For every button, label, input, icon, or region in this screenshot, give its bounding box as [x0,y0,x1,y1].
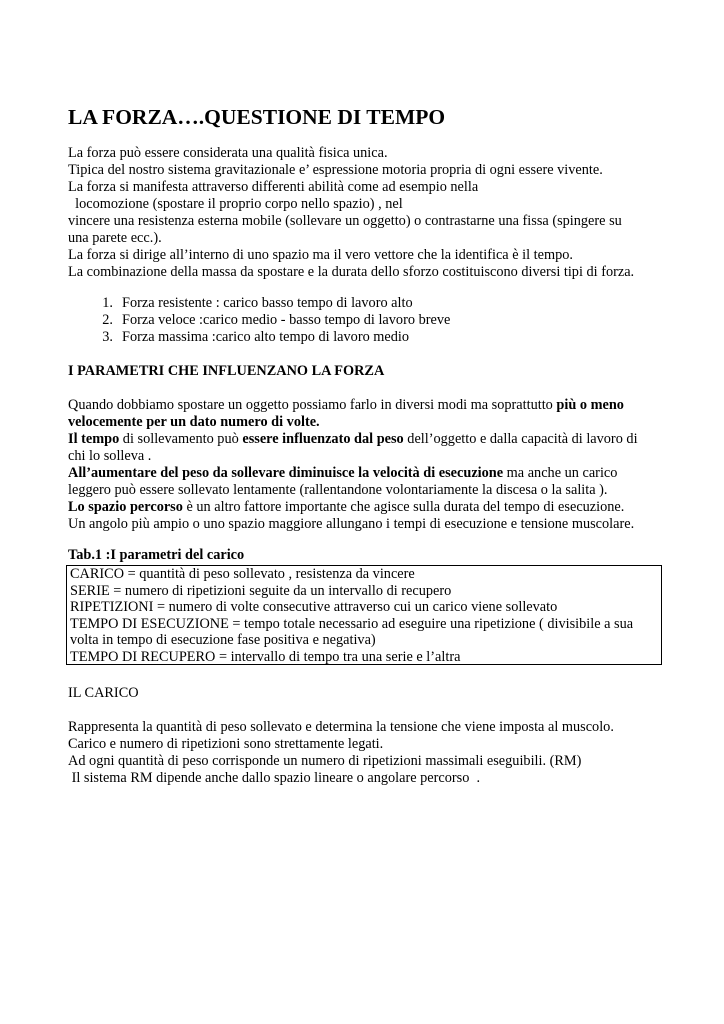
list-item [68,312,450,329]
text-span: dell’oggetto e dalla capacità di lavoro di [403,431,638,447]
table-row: CARICO = quantità di peso sollevato , resistenza da vincere [70,566,415,582]
section-carico-body [68,719,668,787]
table-row: TEMPO DI RECUPERO = intervallo di tempo tra una serie e l’altra [70,648,461,665]
table-row: RIPETIZIONI = numero di volte consecutive attraverso cui un carico viene sollevato [70,599,558,616]
intro-line: La forza può essere considerata una qualità fisica unica. [68,145,388,161]
intro-line: Tipica del nostro sistema gravitazionale e’ espressione motoria propria di ogni essere vivente. [68,162,603,178]
page-title: LA FORZA….QUESTIONE DI TEMPO [68,105,446,129]
intro-line: La combinazione della massa da spostare e la durata dello sforzo costituiscono diversi tipi di forza. [68,264,635,280]
bold-span: più o meno [556,397,624,413]
text-span: ma anche un carico [503,465,618,481]
intro-paragraph [68,145,668,281]
list-label: Forza resistente : carico basso tempo di lavoro alto [122,295,413,311]
table-row: TEMPO DI ESECUZIONE = tempo totale necessario ad eseguire una ripetizione ( divisibile a sua [70,615,634,632]
text-span: Quando dobbiamo spostare un oggetto possiamo farlo in diversi modi ma soprattutto [68,397,557,413]
bold-span: All’aumentare del peso da sollevare diminuisce la velocità di esecuzione [68,465,504,481]
intro-line: vincere una resistenza esterna mobile (sollevare un oggetto) o contrastarne una fissa (spingere su [68,213,622,229]
intro-line: una parete ecc.). [68,230,162,246]
parameters-table [66,565,662,665]
body-line [68,397,668,414]
list-number: 2. [102,312,113,328]
body-line: Il sistema RM dipende anche dallo spazio lineare o angolare percorso . [68,770,481,786]
body-line: Un angolo più ampio o uno spazio maggiore allungano i tempi di esecuzione e tensione muscolare. [68,516,635,532]
intro-line: La forza si manifesta attraverso differenti abilità come ad esempio nella [68,179,479,195]
bold-span: Lo spazio percorso [68,499,183,515]
intro-line: locomozione (spostare il proprio corpo nello spazio) , nel [68,196,403,212]
body-line [68,414,668,431]
table-caption: Tab.1 :I parametri del carico [68,547,245,563]
text-span: di sollevamento può [119,431,243,447]
intro-line: La forza si dirige all’interno di uno spazio ma il vero vettore che la identifica è il tempo. [68,247,573,263]
body-line: leggero può essere sollevato lentamente (rallentandone volontariamente la discesa o la salita ). [68,482,608,498]
body-line: Ad ogni quantità di peso corrisponde un numero di ripetizioni massimali eseguibili. (RM) [68,753,582,769]
list-item [68,295,450,312]
body-line: Carico e numero di ripetizioni sono strettamente legati. [68,736,384,752]
bold-span: Il tempo [68,431,120,447]
table-row: volta in tempo di esecuzione fase positiva e negativa) [70,632,376,649]
list-number: 3. [102,329,113,345]
section-parametri-body [68,397,668,533]
body-line [68,431,668,448]
bold-span: essere influenzato dal peso [242,431,404,447]
list-number: 1. [102,295,113,311]
body-line: chi lo solleva . [68,448,152,464]
body-line [68,465,668,482]
section-heading-carico: IL CARICO [68,685,139,701]
body-line: Rappresenta la quantità di peso sollevato e determina la tensione che viene imposta al muscolo. [68,719,614,735]
text-span: è un altro fattore importante che agisce sulla durata del tempo di esecuzione. [182,499,625,515]
body-line [68,499,668,516]
list-label: Forza veloce :carico medio - basso tempo di lavoro breve [122,312,451,328]
list-item [68,329,450,346]
bold-span: velocemente per un dato numero di volte. [68,414,320,430]
force-types-list [68,295,450,346]
list-label: Forza massima :carico alto tempo di lavoro medio [122,329,410,345]
table-row: SERIE = numero di ripetizioni seguite da un intervallo di recupero [70,582,452,599]
section-heading-parametri: I PARAMETRI CHE INFLUENZANO LA FORZA [68,363,385,379]
